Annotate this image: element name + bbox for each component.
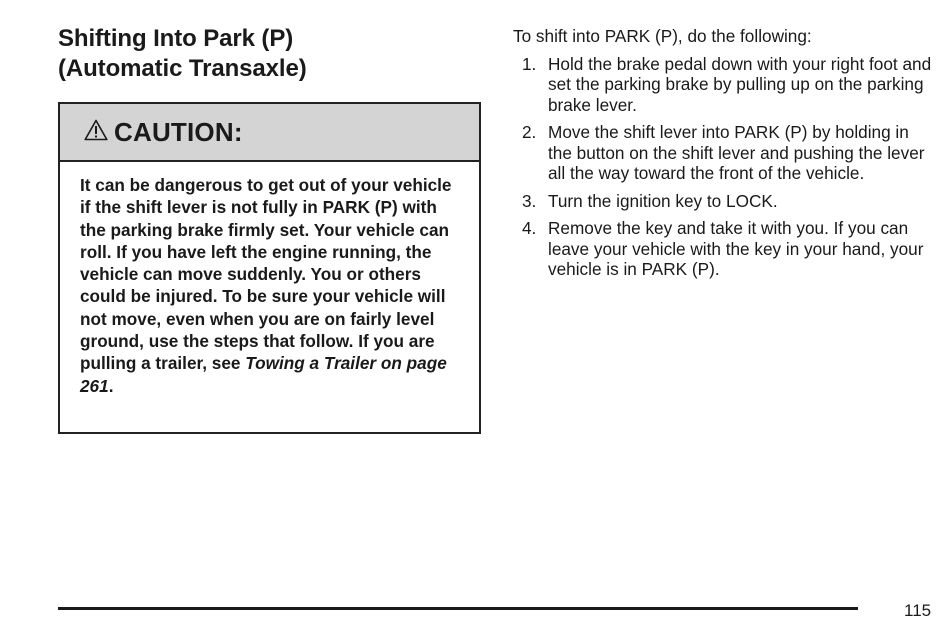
step-number: 2. xyxy=(522,122,537,142)
procedure-intro: To shift into PARK (P), do the following: xyxy=(513,26,812,46)
footer-divider xyxy=(58,607,858,610)
section-heading-line-1: Shifting Into Park (P) xyxy=(58,25,294,52)
caution-text-end: . xyxy=(108,375,114,396)
caution-header xyxy=(60,104,479,162)
step-number: 3. xyxy=(522,190,537,211)
caution-title: CAUTION: xyxy=(114,116,243,147)
step-text: Remove the key and take it with you. If you can leave your vehicle with the key in your hand, your vehicle is in PARK (P). xyxy=(548,218,924,279)
procedure-step xyxy=(512,218,937,280)
section-heading xyxy=(58,24,307,84)
step-text: Hold the brake pedal down with your right foot and set the parking brake by pulling up on the parking brake lever. xyxy=(548,53,932,115)
procedure-step xyxy=(512,54,937,116)
caution-text xyxy=(80,174,465,397)
procedure-step xyxy=(512,191,937,212)
procedure-step xyxy=(512,122,937,184)
section-heading-line-2: (Automatic Transaxle) xyxy=(58,55,307,82)
step-text: Move the shift lever into PARK (P) by holding in the button on the shift lever and pushing the lever all the way toward the front of the vehicle. xyxy=(548,122,925,183)
procedure-steps xyxy=(512,54,937,280)
step-number: 4. xyxy=(522,218,537,238)
step-number: 1. xyxy=(522,53,537,74)
warning-triangle-icon xyxy=(84,119,108,141)
page-number: 115 xyxy=(904,601,932,620)
caution-cross-reference: Towing a Trailer on page 261 xyxy=(80,353,447,396)
step-text: Turn the ignition key to LOCK. xyxy=(548,190,778,211)
procedure-column xyxy=(512,26,937,287)
caution-box xyxy=(58,102,481,434)
caution-text-main: It can be dangerous to get out of your vehicle if the shift lever is not fully in PARK (P) with the parking brake firmly set. Your vehicle can roll. If you have left the engine running, the vehicle can move suddenly. You or others could be injured. To be sure your vehicle will not move, even when you are on fairly level ground, use the steps that follow. If you are pulling a trailer, see xyxy=(80,175,452,374)
